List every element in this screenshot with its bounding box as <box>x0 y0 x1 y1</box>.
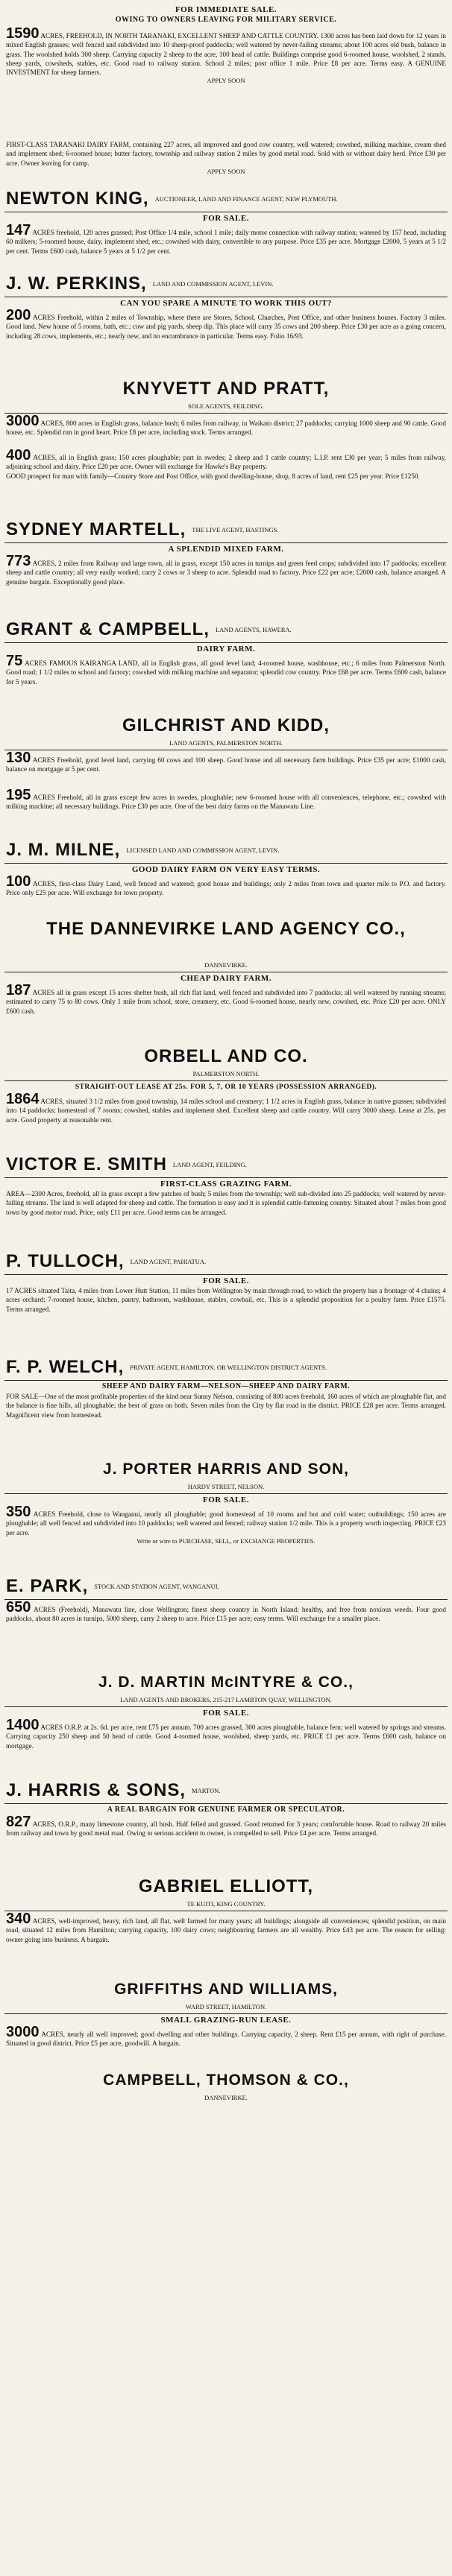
advertiser-name: J. M. MILNE, <box>6 840 121 860</box>
advert-acreage: 350 <box>6 1504 31 1520</box>
advert-label: CAN YOU SPARE A MINUTE TO WORK THIS OUT? <box>120 299 332 308</box>
advertiser-milne <box>0 839 452 861</box>
advertiser-welch <box>0 1356 452 1379</box>
advertiser-park <box>0 1575 452 1598</box>
advertiser-gabriel-elliott <box>0 1876 452 1900</box>
advertiser-details: LAND AGENTS, HAWERA. <box>215 625 292 633</box>
advert-19 <box>0 1706 452 1778</box>
advertiser-details: LAND AND COMMISSION AGENT, LEVIN. <box>152 279 274 288</box>
advert-acreage: 1864 <box>6 1091 40 1107</box>
advert-label: FOR SALE. <box>203 1276 249 1285</box>
advert-footnote: GOOD prospect for man with family—Country Store and Post Office, with good dwelling-house, shop, 8 acres of land, rent £25 per year. Price £1250. <box>6 472 420 480</box>
advertiser-porter-harris <box>0 1459 452 1483</box>
advertiser-name: J. W. PERKINS, <box>6 273 147 294</box>
advertiser-dannevirke-agency-meta <box>0 961 452 970</box>
advert-acreage: 1590 <box>6 27 40 42</box>
advert-body: 17 ACRES situated Taita, 4 miles from Lower Hutt Station, 11 miles from Wellington by main through road, to which the property has a frontage of 4 chains; 4 acres orchard; 7-roomed house, kitchen, pantry, bathroom, washhouse, stables, cowbail, etc. This is a splendid proposition for a poultry farm. Price £1575. Terms arranged. <box>6 1287 446 1313</box>
advert-13 <box>0 1080 452 1152</box>
advert-body: ACRES (Freehold), Manawatu line, close Wellington; finest sheep country in North Island; healthy, and free from noxious weeds. Four good paddocks, about 80 acres in turnips, 5000 sheep, carry 2 sheep to acre. Price £15 per acre; easy terms. Will exchange for a smaller place. <box>6 1606 446 1623</box>
advert-11 <box>0 863 452 918</box>
advertiser-details: TE KUITI, KING COUNTRY. <box>186 1900 266 1908</box>
advertiser-name: SYDNEY MARTELL, <box>6 519 186 539</box>
advert-label: FOR SALE. <box>203 214 249 223</box>
advert-label: CHEAP DAIRY FARM. <box>180 974 272 983</box>
advert-body: ACRES freehold, 120 acres grassed; Post Office 1/4 mile, school 1 mile; daily motor connection with railway station; watered by 157 head, including 60 milkers; 5-roomed house, dairy, implement shed, etc.; cowshed with dairy, convertible to any purpose. Price £35 per acre. Mortgage £2000, 5 years at 5 1/2 per cent. Terms £600 cash, balance 5 years at 5 1/2 per cent. <box>6 229 446 255</box>
advertiser-details: DANNEVIRKE. <box>204 2094 248 2101</box>
advert-acreage: 827 <box>6 1814 31 1830</box>
divider <box>4 413 448 414</box>
divider <box>4 2013 448 2014</box>
advert-3 <box>0 212 452 271</box>
advert-acreage: 100 <box>6 873 31 890</box>
advert-body: ACRES, 2 miles from Railway and large town, all in grass, except 150 acres in turnips and green feed crops; subdivided into 17 paddocks; excellent sheep and cattle country; all very easily worked; carry 2 cows or 3 sheep to acre. Splendid road to factory. Price £22 per acre; £2000 cash, balance arranged. A genuine bargain. Exceptionally good place. <box>6 560 446 586</box>
advertiser-name: F. P. WELCH, <box>6 1357 125 1377</box>
advert-label: DAIRY FARM. <box>196 645 256 654</box>
advert-body: ACRES FAMOUS KAIRANGA LAND, all in English grass, all good level land; 4-roomed house, washhouse, etc.; 6 miles from Palmerston North. Good road; 1 1/2 miles to school and factory; cowshed with milking machine and separator; splendid cow country. Price £68 per acre. Terms £600 cash, balance for 5 years. <box>6 659 446 686</box>
advertiser-name: GABRIEL ELLIOTT, <box>138 1876 314 1896</box>
advertiser-name: P. TULLOCH, <box>6 1251 125 1271</box>
advert-body: ACRES, O.R.P., many limestone country, all bush. Half felled and grassed. Good returned for 3 years; comfortable house. Road to railway 20 miles from railway and town by good metal road. Owing to serious accident to owner, is compelled to sell. Price £4 per acre. Terms arranged. <box>6 1820 447 1838</box>
advert-body: ACRES, situated 3 1/2 miles from good township, 14 miles school and creamery; 1 1/2 acres in English grass, balance in native grasses; subdivided into 14 paddocks; homestead of 7 rooms; cowshed, stables and implement shed. Excellent sheep and cattle country. Will carry 3000 sheep. Lease at 25s. per acre. Good property at reasonable rent. <box>6 1098 447 1124</box>
advertiser-details: LAND AGENTS AND BROKERS, 215-217 LAMBTON QUAY, WELLINGTON. <box>120 1696 332 1703</box>
advertiser-perkins <box>0 273 452 295</box>
advertiser-name: J. HARRIS & SONS, <box>6 1780 186 1800</box>
advert-8 <box>0 642 452 714</box>
advertiser-details: PALMERSTON NORTH. <box>192 1070 260 1077</box>
divider <box>4 1599 448 1600</box>
advert-acreage: 75 <box>6 653 23 669</box>
advertiser-details: LAND AGENT, PAHIATUA. <box>130 1257 207 1265</box>
advert-label: FIRST-CLASS GRAZING FARM. <box>160 1180 292 1189</box>
advertiser-name: VICTOR E. SMITH <box>6 1154 167 1174</box>
advert-7 <box>0 542 452 617</box>
advert-acreage: 400 <box>6 449 31 463</box>
advert-body: ACRES, 800 acres in English grass, balance bush; 6 miles from railway, in Waikato district; 27 paddocks; carrying 1000 sheep and 90 cattle. Good house, etc. Splendid run in good heart. Price £8 per acre, including stock. Terms arranged. <box>6 420 446 437</box>
advertiser-name: ORBELL AND CO. <box>144 1046 308 1066</box>
page-subheading: OWING TO OWNERS LEAVING FOR MILITARY SERVICE. <box>115 16 337 24</box>
advert-1 <box>0 27 452 139</box>
advertiser-details: LICENSED LAND AND COMMISSION AGENT, LEVIN. <box>126 846 280 854</box>
advert-12 <box>0 972 452 1045</box>
advert-label: A SPLENDID MIXED FARM. <box>168 545 284 554</box>
advert-acreage: 773 <box>6 553 31 569</box>
advertiser-name: KNYVETT AND PRATT, <box>122 379 330 399</box>
advert-9 <box>0 750 452 787</box>
divider <box>4 642 448 643</box>
advertiser-knyvett-pratt <box>0 379 452 402</box>
advert-body: ACRES, nearly all well improved; good dwelling and other buildings. Carrying capacity, 2 sheep. Rent £15 per annum, with right of purchase. Situated in good district. Price £5 per acre, goodwill. A bargain. <box>6 2031 446 2048</box>
advert-label: FOR SALE. <box>203 1709 249 1718</box>
divider <box>4 1493 448 1494</box>
advertiser-details: WARD STREET, HAMILTON. <box>185 2003 267 2010</box>
advert-body: ACRES Freehold, within 2 miles of Township, where there are Stores, School, Churches, Post Office, and other business houses. Factory 3 miles. Good land. New house of 5 rooms, bath, etc.; cow and pig yards, sheep dip. This place will carry 35 cows and 200 sheep. Price £30 per acre as a going concern, including 28 cows, implements, etc.; nearly new, and no encumbrance in particular. Terms easy. Folio 16/93. <box>6 314 446 340</box>
advert-acreage: 130 <box>6 750 31 766</box>
advert-acreage: 3000 <box>6 2024 40 2040</box>
advertiser-name: GRANT & CAMPBELL, <box>6 619 210 639</box>
advert-body: ACRES Freehold, close to Wanganui, nearly all ploughable; good homestead of 10 rooms and hot and cold water; outbuildings; 150 acres are ploughable; all well fenced and subdivided into 10 paddocks; well watered and fenced; railway station 1/2 mile. This is a property worth inspecting. PRICE £23 per acre. <box>6 1510 446 1537</box>
advert-acreage: 195 <box>6 788 31 803</box>
advertiser-details: PRIVATE AGENT, HAMILTON. OR WELLINGTON DISTRICT AGENTS. <box>130 1363 327 1371</box>
divider <box>4 542 448 543</box>
advertiser-martin-mcintyre <box>0 1672 452 1696</box>
advertiser-griffiths-williams-meta <box>0 2003 452 2012</box>
advertiser-dannevirke-agency <box>0 920 452 961</box>
divider <box>4 1274 448 1275</box>
advertiser-orbell-meta <box>0 1070 452 1079</box>
advert-body: ACRES Freehold, good level land, carrying 60 cows and 100 sheep. Good house and all necessary farm buildings. Price £35 per acre; £1000 cash, balance on mortgage at 5 per cent. <box>6 756 446 773</box>
advert-acreage: 3000 <box>6 413 40 429</box>
advert-body: ACRES Freehold, all in grass except few acres in swedes, ploughable; new 6-roomed house with all conveniences, telephone, etc.; cowshed with milking machine; all necessary buildings. Price £30 per acre. One of the best dairy farms on the Manawatu Line. <box>6 794 446 811</box>
advertiser-details: SOLE AGENTS, FEILDING. <box>188 402 264 410</box>
advertiser-details: LAND AGENT, FEILDING. <box>172 1160 247 1168</box>
advert-15 <box>0 1274 452 1355</box>
advertiser-name: THE DANNEVIRKE LAND AGENCY CO., <box>46 920 406 939</box>
advert-footnote: APPLY SOON <box>207 167 245 175</box>
advert-body: ACRES O.R.P. at 2s. 6d. per acre, rent £75 per annum. 700 acres grassed, 300 acres ploughable, balance fern; well watered by springs and streams. Carrying capacity 250 sheep and 50 head of cattle. Good 4-roomed house, woolshed, sheep yards, etc. PRICE £1 per acre. Terms £600 cash, balance on mortgage. <box>6 1724 446 1750</box>
advertiser-gilchrist-kidd <box>0 715 452 739</box>
advert-acreage: 147 <box>6 222 31 238</box>
advertiser-porter-harris-meta <box>0 1483 452 1492</box>
divider <box>4 1177 448 1178</box>
advertiser-name: NEWTON KING, <box>6 189 149 209</box>
divider <box>4 1080 448 1081</box>
advert-17 <box>0 1493 452 1574</box>
advert-body: FIRST-CLASS TARANAKI DAIRY FARM, containing 227 acres, all improved and good cow country, well watered; cowshed, milking machine, cream shed and implement shed; 6-roomed house; butter factory, township and railway station 2 miles by good metal road. Sold with or without dairy herd. Price £30 per acre. Owner leaving for camp. <box>6 141 446 167</box>
advert-20 <box>0 1803 452 1875</box>
advert-6 <box>0 449 452 517</box>
advertiser-knyvett-pratt-meta <box>0 402 452 411</box>
advert-acreage: 200 <box>6 307 31 323</box>
advertiser-details: MARTON. <box>192 1786 221 1794</box>
advert-16 <box>0 1380 452 1458</box>
advertiser-victor-smith <box>0 1153 452 1176</box>
advert-2 <box>0 140 452 186</box>
page-heading: FOR IMMEDIATE SALE. <box>175 5 277 14</box>
advertiser-tulloch <box>0 1250 452 1273</box>
advert-label: SHEEP AND DAIRY FARM—NELSON—SHEEP AND DAIRY FARM. <box>101 1382 351 1390</box>
advert-body: ACRES, first-class Dairy Land, well fenced and watered; good house and buildings; only 2 miles from town and quarter mile to P.O. and factory. Price only £25 per acre. Will exchange for town property. <box>6 880 446 897</box>
heading-block <box>0 0 452 25</box>
advertiser-name: CAMPBELL, THOMSON & CO., <box>103 2072 349 2089</box>
advertiser-martin-mcintyre-meta <box>0 1696 452 1705</box>
advert-body: ACRES, well-improved, heavy, rich land, all flat, well farmed for many years; all buildings; alongside all conveniences; splendid position, on main road, situated 12 miles from Hamilton; carrying capacity, 100 dairy cows; neighbouring farmers are all wealthy. Price £43 per acre. The reason for selling: owner going into business. A bargain. <box>6 1917 446 1943</box>
advert-label: SMALL GRAZING-RUN LEASE. <box>160 2016 292 2025</box>
advertiser-griffiths-williams <box>0 1979 452 2003</box>
advert-acreage: 340 <box>6 1911 31 1927</box>
advertiser-details: STOCK AND STATION AGENT, WANGANUI. <box>94 1582 219 1590</box>
divider <box>4 1380 448 1381</box>
advert-4 <box>0 297 452 377</box>
advertiser-newton-king <box>0 188 452 210</box>
advertiser-campbell-thomson-meta <box>0 2094 452 2103</box>
advert-label: A REAL BARGAIN FOR GENUINE FARMER OR SPECULATOR. <box>107 1806 345 1814</box>
advertiser-name: E. PARK, <box>6 1576 89 1596</box>
advertiser-gilchrist-kidd-meta <box>0 739 452 748</box>
advert-14 <box>0 1177 452 1249</box>
advertiser-gabriel-elliott-meta <box>0 1900 452 1909</box>
advert-body: ACRES, FREEHOLD, IN NORTH TARANAKI, EXCELLENT SHEEP AND CATTLE COUNTRY. 1300 acres has been laid down for 12 years in mixed English grasses; well fenced and subdivided into 10 sheep-proof paddocks; well watered by never-failing streams; about 100 acres old bush, balance in grass. The woolshed holds 300 sheep. Carrying capacity 2 sheep to the acre, 100 head of cattle. Buildings comprise good 6-roomed house, woolshed, 2 stands, sheep yards, cowsheds, stables, etc. Good road to railway station. School 2 miles; post office 1 mile. Price £8 per acre. Terms easy. A GENUINE INVESTMENT for sheep farmers. <box>6 32 446 77</box>
divider <box>4 1803 448 1804</box>
advert-acreage: 1400 <box>6 1717 40 1733</box>
advertiser-orbell <box>0 1046 452 1070</box>
advertiser-harris-sons <box>0 1779 452 1802</box>
advert-label: STRAIGHT-OUT LEASE AT 25s. FOR 5, 7, OR 10 YEARS (POSSESSION ARRANGED). <box>75 1083 377 1091</box>
advert-label: FOR SALE. <box>203 1496 249 1504</box>
advertiser-campbell-thomson <box>0 2070 452 2094</box>
advert-5 <box>0 413 452 447</box>
advert-body: ACRES, all in English grass; 150 acres ploughable; part in swedes; 2 sheep and 1 cattle country; L.I.P. rent £30 per year; 5 miles from railway, adjoining school and dairy. Price £20 per acre. Owner will exchange for Hawke's Bay property. <box>6 454 446 471</box>
advert-footnote: APPLY SOON <box>207 77 245 85</box>
advertiser-details: LAND AGENTS, PALMERSTON NORTH. <box>169 739 283 747</box>
advert-acreage: 650 <box>6 1599 31 1615</box>
advert-footnote: Write or wire to PURCHASE, SELL, or EXCHANGE PROPERTIES. <box>136 1537 316 1545</box>
advert-21 <box>0 1911 452 1978</box>
advertiser-martell <box>0 519 452 541</box>
divider <box>4 1706 448 1707</box>
divider <box>4 863 448 864</box>
advert-10 <box>0 788 452 838</box>
advertiser-name: GRIFFITHS AND WILLIAMS, <box>114 1981 338 1998</box>
advertiser-name: J. D. MARTIN McINTYRE & CO., <box>98 1674 354 1691</box>
advert-18 <box>0 1599 452 1671</box>
advertiser-details: DANNEVIRKE. <box>204 961 248 969</box>
advert-body: FOR SALE—One of the most profitable properties of the kind near Sunny Nelson, consisting of 800 acres freehold, 160 acres of which are ploughable flat, and the balance is fine hills, all ploughable; the best of grass on both. Seven miles from the City by flat road in the district. PRICE £28 per acre. Terms arranged. Magnificent view from homestead. <box>6 1393 446 1419</box>
advert-acreage: 187 <box>6 982 31 999</box>
advertiser-details: HARDY STREET, NELSON. <box>187 1483 265 1490</box>
advertiser-name: GILCHRIST AND KIDD, <box>122 715 330 735</box>
advertiser-details: AUCTIONEER, LAND AND FINANCE AGENT, NEW PLYMOUTH. <box>154 194 338 203</box>
advert-label: GOOD DAIRY FARM ON VERY EASY TERMS. <box>131 865 321 874</box>
advert-body: ACRES all in grass except 15 acres shelter bush, all rich flat land, well fenced and subdivided into 7 paddocks; all well watered by running streams; estimated to carry 75 to 80 cows. Only 1 mile from school, store, creamery, etc. Good 6-roomed house, nearly new, cowshed, etc. Price £20 per acre. ONLY £600 cash. <box>6 989 446 1015</box>
advert-22 <box>0 2013 452 2069</box>
advert-body: AREA—2300 Acres, freehold, all in grass except a few patches of bush; 5 miles from the township; well sub-divided into 25 paddocks; well watered by never-failing streams. The land is well adapted for sheep and cattle. The formation is easy and it is splendid cattle-fattening country. Situated about 7 miles from good town by good motor road. Price, only £11 per acre. Good terms can be arranged. <box>6 1190 446 1216</box>
advertiser-grant-campbell <box>0 618 452 641</box>
advertiser-details: THE LIVE AGENT, HASTINGS. <box>192 525 279 534</box>
advertiser-name: J. PORTER HARRIS AND SON, <box>103 1461 349 1478</box>
